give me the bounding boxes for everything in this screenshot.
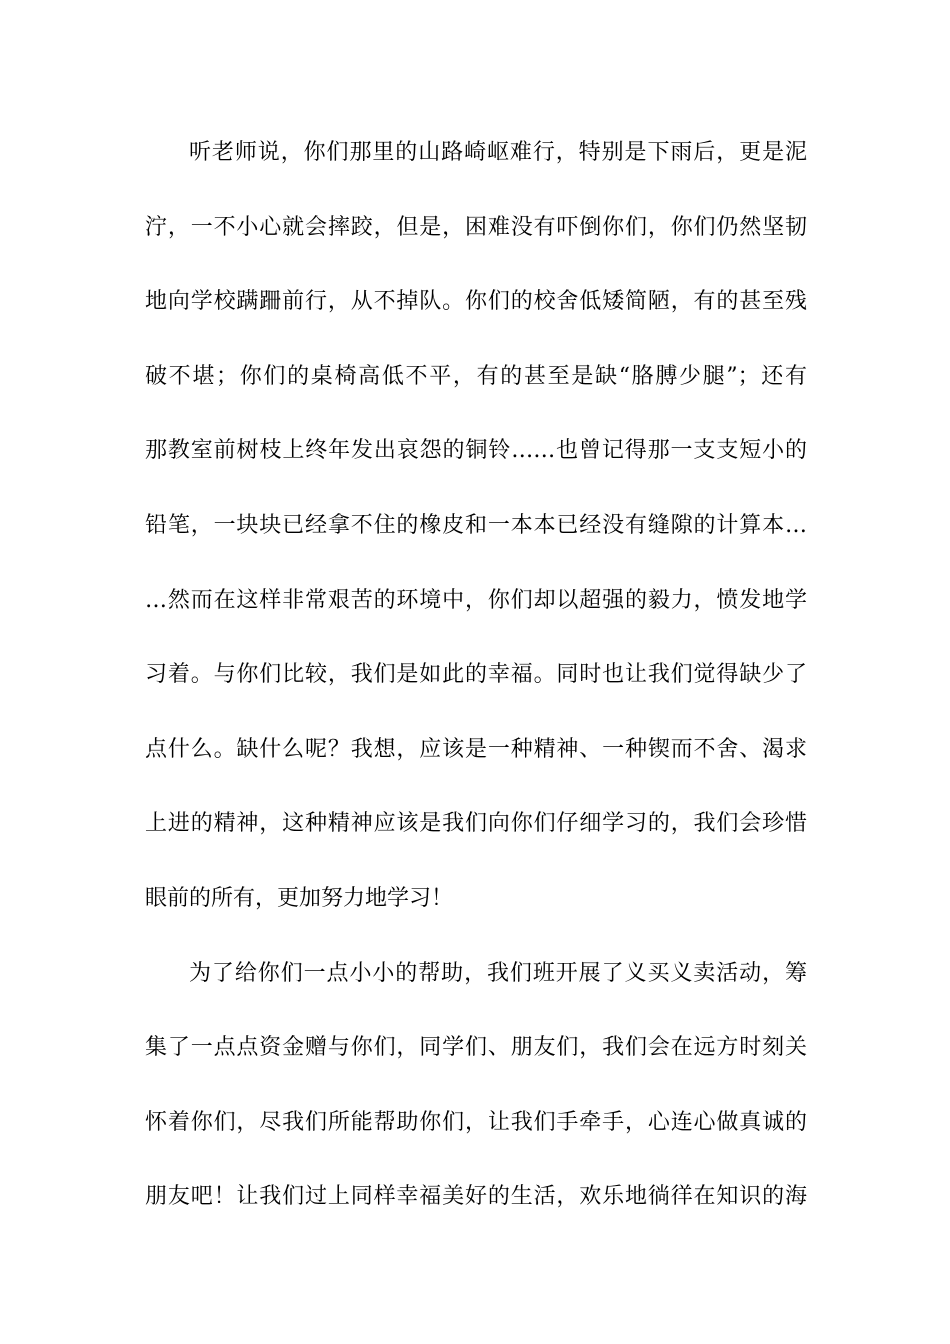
paragraph-1-line-10: 上进的精神，这种精神应该是我们向你们仔细学习的，我们会珍惜	[145, 811, 807, 837]
paragraph-1-line-7: …然而在这样非常艰苦的环境中，你们却以超强的毅力，愤发地学	[145, 587, 807, 613]
paragraph-1-line-1: 听老师说，你们那里的山路崎岖难行，特别是下雨后，更是泥	[189, 140, 807, 165]
paragraph-1-line-8: 习着。与你们比较，我们是如此的幸福。同时也让我们觉得缺少了	[145, 662, 807, 688]
paragraph-1-line-4: 破不堪；你们的桌椅高低不平，有的甚至是缺“胳膊少腿”；还有	[145, 363, 807, 389]
paragraph-2-line-2: 集了一点点资金赠与你们，同学们、朋友们，我们会在远方时刻关	[145, 1035, 807, 1061]
paragraph-1-line-9: 点什么。缺什么呢？我想，应该是一种精神、一种锲而不舍、渴求	[145, 736, 807, 762]
paragraph-1-line-3: 地向学校蹒跚前行，从不掉队。你们的校舍低矮简陋，有的甚至残	[145, 289, 807, 315]
paragraph-1-line-5: 那教室前树枝上终年发出哀怨的铜铃……也曾记得那一支支短小的	[145, 438, 807, 464]
paragraph-1-line-2: 泞，一不小心就会摔跤，但是，困难没有吓倒你们，你们仍然坚韧	[145, 214, 807, 240]
paragraph-2-line-1: 为了给你们一点小小的帮助，我们班开展了义买义卖活动，筹	[189, 960, 807, 986]
paragraph-2-line-4: 朋友吧！让我们过上同样幸福美好的生活，欢乐地徜徉在知识的海	[145, 1184, 807, 1210]
paragraph-1-line-11: 眼前的所有，更加努力地学习！	[145, 885, 454, 911]
letter-body	[145, 127, 807, 1246]
paragraph-2-line-3: 怀着你们，尽我们所能帮助你们，让我们手牵手，心连心做真诚的	[145, 1109, 807, 1135]
paragraph-1-line-6: 铅笔，一块块已经拿不住的橡皮和一本本已经没有缝隙的计算本…	[145, 512, 807, 538]
